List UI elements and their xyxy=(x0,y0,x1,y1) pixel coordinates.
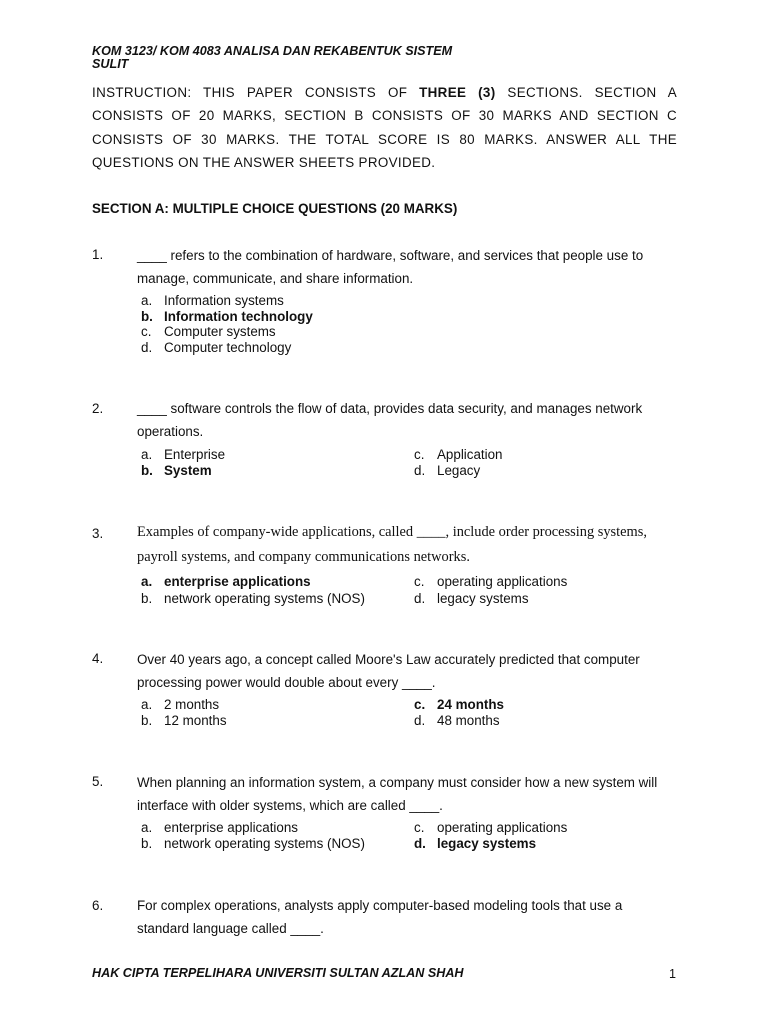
instruction-text-start: INSTRUCTION: THIS PAPER CONSISTS OF xyxy=(92,85,420,100)
question-2-option-c xyxy=(414,447,503,463)
option-text: enterprise applications xyxy=(164,820,298,835)
question-3-option-a xyxy=(141,574,311,590)
question-2-option-d xyxy=(414,463,480,479)
question-4-option-d xyxy=(414,713,500,729)
option-letter: d. xyxy=(414,836,426,851)
option-text: 12 months xyxy=(164,713,227,728)
question-1-option-b xyxy=(141,309,313,325)
classification-label: SULIT xyxy=(92,57,129,71)
instruction-text-end: SECTIONS. SECTION A CONSISTS OF 20 MARKS, SECTION B CONSISTS OF 30 MARKS AND SECTION C CONSISTS OF 30 MARKS. THE TOTAL SCORE IS 80 MARKS. ANSWER ALL THE QUESTIONS ON THE ANSWER SHEETS PROVIDED. xyxy=(92,85,677,170)
question-4-text: Over 40 years ago, a concept called Moore's Law accurately predicted that computer processing power would double about every ____. xyxy=(137,652,640,690)
option-text: network operating systems (NOS) xyxy=(164,836,365,851)
question-3-number: 3. xyxy=(92,526,104,541)
option-text: 2 months xyxy=(164,697,220,712)
question-3-option-b xyxy=(141,591,365,607)
question-2-text: ____ software controls the flow of data, provides data security, and manages network operations. xyxy=(137,401,643,439)
option-letter: d. xyxy=(141,340,153,355)
option-letter: a. xyxy=(141,820,153,835)
option-text: legacy systems xyxy=(437,836,537,851)
option-letter: d. xyxy=(414,463,426,478)
option-text: operating applications xyxy=(437,574,568,589)
question-5-option-d xyxy=(414,836,536,852)
question-4-option-c xyxy=(414,697,504,713)
question-1-number: 1. xyxy=(92,247,104,262)
option-letter: a. xyxy=(141,697,153,712)
section-a-title: SECTION A: MULTIPLE CHOICE QUESTIONS (20 MARKS) xyxy=(92,201,458,216)
question-5-option-c xyxy=(414,820,567,836)
option-text: Computer technology xyxy=(164,340,292,355)
question-2-option-b xyxy=(141,463,212,479)
question-1-option-c xyxy=(141,324,276,340)
question-3-text: Examples of company-wide applications, called ____, include order processing systems, payroll systems, and company communications networks. xyxy=(137,524,647,565)
option-letter: b. xyxy=(141,463,153,478)
option-text: operating applications xyxy=(437,820,568,835)
question-6-text: For complex operations, analysts apply computer-based modeling tools that use a standard language called ____. xyxy=(137,898,623,936)
question-5-text: When planning an information system, a company must consider how a new system will interface with older systems, which are called ____. xyxy=(137,775,658,813)
option-letter: a. xyxy=(141,574,153,589)
question-5-number: 5. xyxy=(92,774,104,789)
question-5-option-b xyxy=(141,836,365,852)
option-letter: b. xyxy=(141,591,153,606)
question-6-number: 6. xyxy=(92,898,104,913)
option-letter: b. xyxy=(141,309,153,324)
option-letter: b. xyxy=(141,713,153,728)
instruction-paragraph xyxy=(92,81,677,174)
option-letter: c. xyxy=(414,574,425,589)
option-text: Computer systems xyxy=(164,324,276,339)
option-text: enterprise applications xyxy=(164,574,311,589)
option-text: Information systems xyxy=(164,293,284,308)
option-text: network operating systems (NOS) xyxy=(164,591,365,606)
option-letter: b. xyxy=(141,836,153,851)
option-text: Enterprise xyxy=(164,447,226,462)
option-text: 24 months xyxy=(437,697,504,712)
page-number: 1 xyxy=(669,967,677,981)
question-2-option-a xyxy=(141,447,225,463)
question-1-option-a xyxy=(141,293,284,309)
question-1-text: ____ refers to the combination of hardware, software, and services that people use to manage, communicate, and share information. xyxy=(137,248,644,286)
question-5-option-a xyxy=(141,820,298,836)
option-text: Legacy xyxy=(437,463,481,478)
option-text: legacy systems xyxy=(437,591,529,606)
question-3-option-c xyxy=(414,574,567,590)
option-letter: d. xyxy=(414,591,426,606)
question-4-number: 4. xyxy=(92,651,104,666)
question-4-option-a xyxy=(141,697,219,713)
question-4-option-b xyxy=(141,713,227,729)
option-letter: c. xyxy=(414,697,426,712)
footer-copyright: HAK CIPTA TERPELIHARA UNIVERSITI SULTAN AZLAN SHAH xyxy=(92,966,464,980)
option-letter: a. xyxy=(141,293,153,308)
option-text: Application xyxy=(437,447,503,462)
question-2-number: 2. xyxy=(92,401,104,416)
option-letter: c. xyxy=(141,324,152,339)
option-letter: a. xyxy=(141,447,153,462)
question-3-option-d xyxy=(414,591,529,607)
option-letter: c. xyxy=(414,820,425,835)
question-1-option-d xyxy=(141,340,291,356)
option-text: Information technology xyxy=(164,309,313,324)
course-title: KOM 3123/ KOM 4083 ANALISA DAN REKABENTUK SISTEM xyxy=(92,44,453,58)
instruction-emphasis: THREE (3) xyxy=(419,85,496,100)
option-text: System xyxy=(164,463,212,478)
option-letter: d. xyxy=(414,713,426,728)
option-text: 48 months xyxy=(437,713,500,728)
option-letter: c. xyxy=(414,447,425,462)
